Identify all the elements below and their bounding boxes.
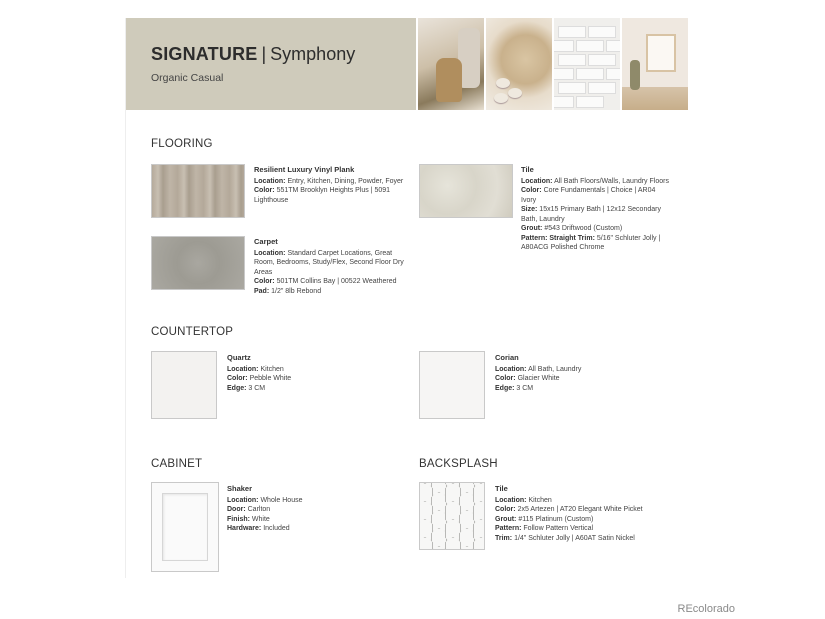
section-flooring: FLOORING [151,138,213,150]
value-color: Pebble White [249,375,292,382]
brick [588,82,616,94]
swatch-backsplash-tile [419,482,485,550]
value-trim: 1/4" Schluter Jolly | A60AT Satin Nickel [514,534,635,542]
label-edge: Edge: [495,384,515,392]
photo-shelf [622,18,688,110]
label-location: Location: [495,496,527,504]
item-backsplash [495,484,660,543]
value-color: 2x5 Artezen | AT20 Elegant White Picket [517,506,643,513]
brick [588,26,616,38]
item-corian [495,353,645,393]
label-color: Color: [254,278,275,285]
photo-bowl [486,18,552,110]
watermark-recolorado: REcolorado [677,603,735,615]
section-cabinet: CABINET [151,458,203,470]
item-floor-tile [521,165,671,253]
photo-vases [418,18,484,110]
value-location: Standard Carpet Locations, Great Room, Bedrooms, Study/Flex, Second Floor Dry Areas [254,249,404,276]
label-size: Size: [521,206,538,213]
page-title [151,44,355,65]
section-backsplash: BACKSPLASH [419,458,498,470]
label-hardware: Hardware: [227,525,262,532]
brand-name: SIGNATURE [151,44,258,64]
label-color: Color: [495,506,516,513]
value-size: 15x15 Primary Bath | 12x12 Secondary Bath, Laundry [521,206,661,223]
value-color: 501TM Collins Bay | 00522 Weathered [276,278,397,285]
vase-shape [436,58,462,102]
value-door: Carlton [247,506,271,513]
brick [576,96,604,108]
photo-brick-wall [554,18,620,110]
label-grout: Grout: [521,225,543,232]
title-separator: | [261,44,267,64]
value-color: Core Fundamentals | Choice | AR04 Ivory [521,187,656,204]
label-location: Location: [521,177,553,185]
decor-ball [508,88,522,98]
swatch-lvp [151,164,245,218]
value-pad: 1/2" 8lb Rebond [271,287,322,295]
brick [588,54,616,66]
brick [606,68,620,80]
label-pattern: Pattern: [495,525,522,532]
label-location: Location: [227,496,259,504]
label-color: Color: [521,187,542,194]
label-trim: Trim: [495,534,513,542]
swatch-floor-tile [419,164,513,218]
header-banner [126,18,416,110]
plant-shape [630,60,640,90]
label-pad: Pad: [254,287,270,295]
value-location: All Bath Floors/Walls, Laundry Floors [554,177,669,185]
label-color: Color: [227,375,248,382]
value-finish: White [251,515,270,523]
label-pattern-trim: Pattern: Straight Trim: [521,234,595,242]
selection-sheet [125,18,688,578]
brick [558,54,586,66]
item-name: Tile [495,484,508,493]
section-countertop: COUNTERTOP [151,326,234,338]
picture-frame [646,34,676,72]
value-color: 551TM Brooklyn Heights Plus | 5091 Lighthouse [254,187,391,204]
item-carpet [254,237,404,296]
brick [576,68,604,80]
item-name: Tile [521,165,534,174]
item-name: Carpet [254,237,278,246]
value-color: Glacier White [517,375,560,382]
item-cabinet [227,484,377,534]
swatch-carpet [151,236,245,290]
shaker-panel [162,493,208,561]
brick [554,68,574,80]
swatch-quartz [151,351,217,419]
value-location: Whole House [260,496,303,504]
item-name: Resilient Luxury Vinyl Plank [254,165,355,174]
label-color: Color: [254,187,275,194]
item-name: Corian [495,353,519,362]
swatch-corian [419,351,485,419]
label-door: Door: [227,506,246,513]
value-location: Kitchen [528,496,552,504]
brick [554,40,574,52]
style-subtitle: Organic Casual [151,72,224,84]
value-edge: 3 CM [516,384,534,392]
collection-name: Symphony [270,44,356,64]
brick [606,40,620,52]
label-finish: Finish: [227,515,250,523]
value-grout: #115 Platinum (Custom) [518,515,594,523]
label-location: Location: [495,365,527,373]
decor-ball [496,78,510,88]
label-location: Location: [227,365,259,373]
item-quartz [227,353,377,393]
value-pattern: Follow Pattern Vertical [523,525,594,532]
item-name: Shaker [227,484,253,493]
brick [576,40,604,52]
value-hardware: Included [263,525,290,532]
value-location: Kitchen [260,365,284,373]
value-pattern-trim: 5/16" Schluter Jolly | A80ACG Polished Chrome [521,234,661,251]
value-location: All Bath, Laundry [528,365,582,373]
inspiration-photos [418,18,688,110]
item-name: Quartz [227,353,251,362]
brick [558,26,586,38]
swatch-cabinet-door [151,482,219,572]
value-edge: 3 CM [248,384,266,392]
label-location: Location: [254,249,286,257]
value-grout: #543 Driftwood (Custom) [544,225,623,232]
label-edge: Edge: [227,384,247,392]
item-lvp [254,165,404,205]
label-color: Color: [495,375,516,382]
value-location: Entry, Kitchen, Dining, Powder, Foyer [287,177,404,185]
brick [558,82,586,94]
label-location: Location: [254,177,286,185]
decor-ball [494,93,508,103]
label-grout: Grout: [495,515,517,523]
brick [554,96,574,108]
